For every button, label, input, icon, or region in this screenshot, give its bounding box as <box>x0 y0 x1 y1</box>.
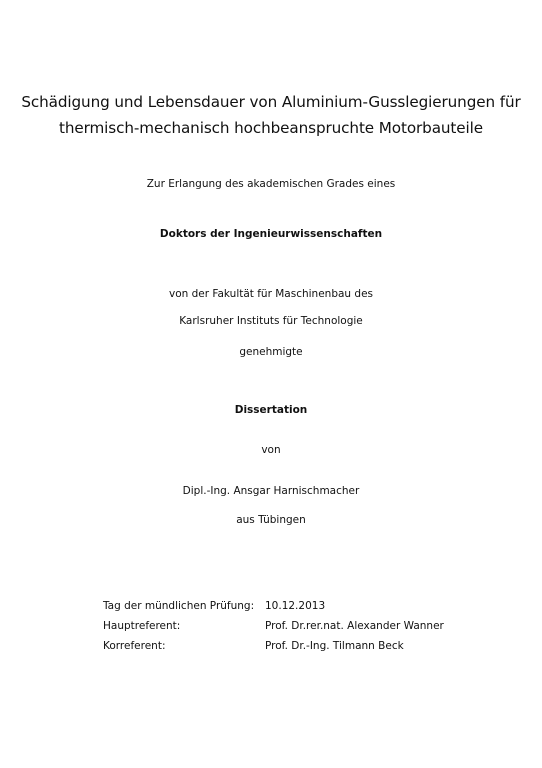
author-name: Dipl.-Ing. Ansgar Harnischmacher <box>182 485 360 497</box>
main-referee-row <box>103 616 444 636</box>
institute-line: Karlsruher Instituts für Technologie <box>179 315 363 327</box>
dissertation-label: Dissertation <box>234 404 308 416</box>
by-line: von <box>261 444 281 456</box>
co-referee-row <box>103 636 444 656</box>
exam-date-row <box>103 596 444 616</box>
co-referee-value: Prof. Dr.-Ing. Tilmann Beck <box>265 640 404 652</box>
exam-date-label: Tag der mündlichen Prüfung: <box>103 600 255 612</box>
exam-date-value: 10.12.2013 <box>265 600 326 612</box>
co-referee-label: Korreferent: <box>103 640 166 652</box>
degree-intro: Zur Erlangung des akademischen Grades eines <box>146 178 396 190</box>
faculty-line: von der Fakultät für Maschinenbau des <box>168 288 374 300</box>
approved-line: genehmigte <box>239 346 303 358</box>
main-referee-value: Prof. Dr.rer.nat. Alexander Wanner <box>265 620 444 632</box>
degree-name: Doktors der Ingenieurwissenschaften <box>159 228 383 240</box>
author-origin: aus Tübingen <box>236 514 306 526</box>
thesis-title-line-2: thermisch-mechanisch hochbeanspruchte Motorbauteile <box>58 119 484 137</box>
exam-info-block <box>103 596 444 656</box>
thesis-title-line-1: Schädigung und Lebensdauer von Aluminium-Gusslegierungen für <box>21 93 521 111</box>
main-referee-label: Hauptreferent: <box>103 620 181 632</box>
